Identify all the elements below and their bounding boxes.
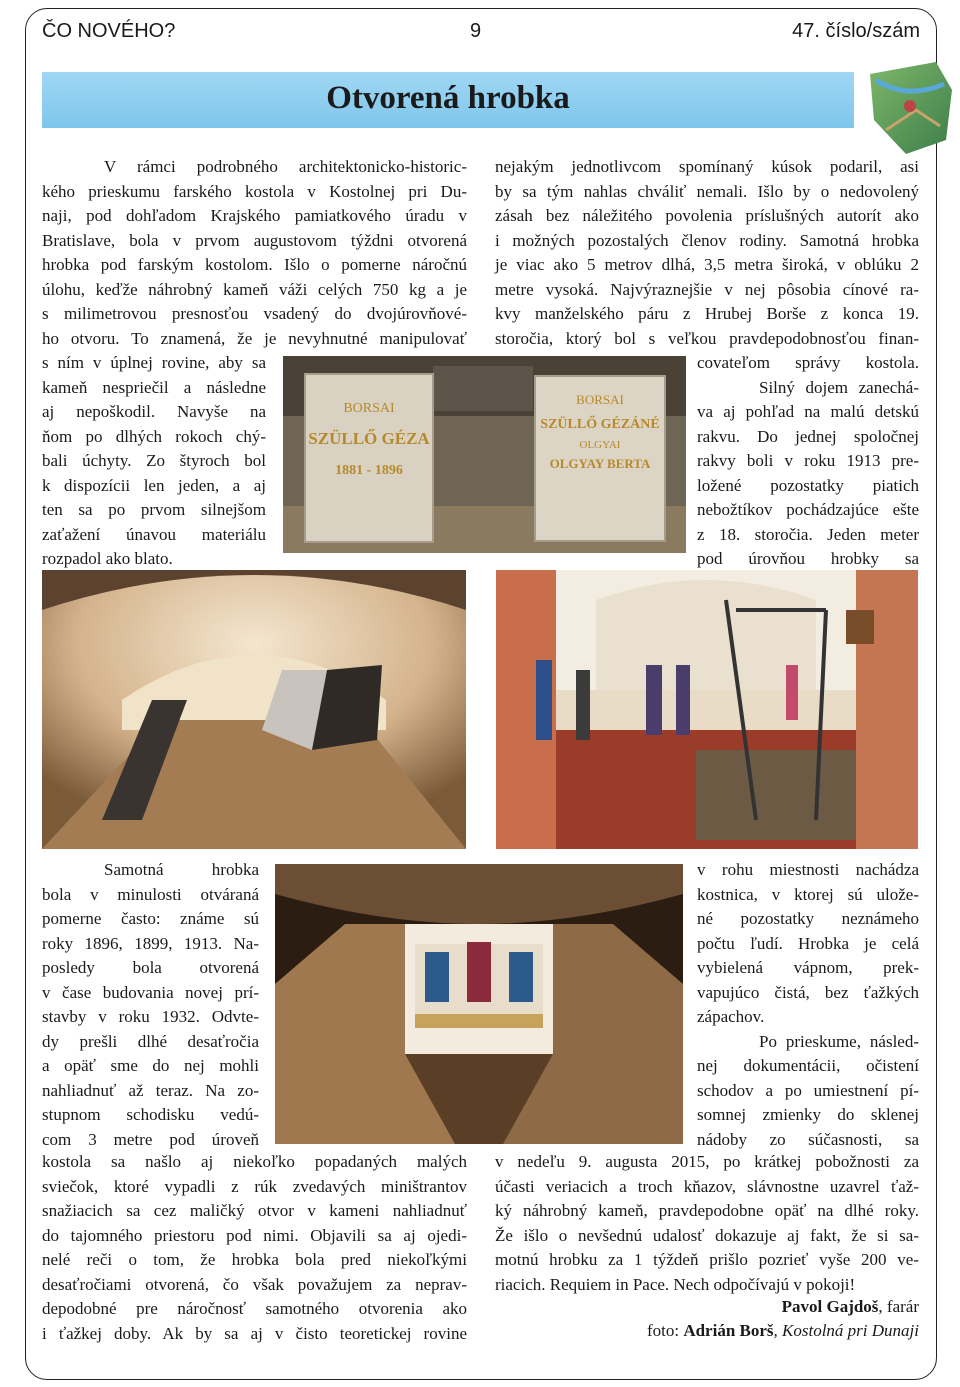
crypt-coffins-photo [42,570,466,849]
col2-top-line: zásah bez náležitého povolenia príslušných autorít ako [495,206,919,225]
right-bottom-line: v nedeľu 9. augusta 2015, po krátkej pobožnosti za [495,1152,919,1171]
col2-wrap-line: va aj pohľad na malú detskú [697,402,919,421]
col1-wrap-line: ten sa po prvom silnejšom [42,500,266,519]
article-title: Otvorená hrobka [326,80,570,116]
col1-top-line: hrobka pod farským kostolom. Išlo o pomerne náročnú [42,255,467,274]
left-bottom-line: sviečok, ktoré vypadli z rúk zvedavých miništrantov [42,1176,467,1196]
stone-right-line2: SZÜLLŐ GÉZÁNÉ [540,417,660,432]
col1-top-line: ho otvoru. To znamená, že je nevyhnutné manipulovať [42,328,467,348]
author-signature [782,1297,919,1317]
stone-right-line1: BORSAI [576,392,624,407]
left-bottom-line: nelé reči o tom, že hrobka bola pred niekoľkými [42,1250,467,1269]
photo-place: , Kostolná pri Dunaji [773,1321,919,1340]
right-bottom-line: Že išlo o nevšednú udalosť dokazuje aj fakt, že si sa- [495,1225,919,1245]
tombstones-photo [283,356,686,553]
section-header: ČO NOVÉHO? [42,20,176,42]
left-bottom-line: do tajomného priestoru pod nimi. Objavili sa aj ojedi- [42,1225,467,1245]
col1-top-line: naji, pod dohľadom Krajského pamiatkového úradu v [42,206,467,225]
left-bottom-line: depodobné pre náročnosť samotného otvorenia ako [42,1299,467,1318]
col1-wrap-line: kameň nespriečil a následne [42,377,266,397]
stone-right-line3: OLGYAI [579,439,621,451]
col2-top-line: metre vysoká. Najvýraznejšie v nej pôsobia cínové ra- [495,279,919,299]
village-map-logo [866,60,954,156]
author-role: , farár [878,1297,919,1316]
right-mid-line: somnej zmienky do sklenej [697,1105,919,1124]
right-mid-line: nej dokumentácii, očistení [697,1056,919,1075]
left-mid-line: v čase budovania novej prí- [42,982,259,1002]
right-mid-line: vapujúco čistá, bez ťažkých [697,982,919,1002]
photo-credit-prefix: foto: [646,1321,684,1340]
col2-wrap-line: covateľom správy kostola. [697,353,919,372]
issue-number: 47. číslo/szám [792,20,920,42]
col2-wrap-line: Silný dojem zanechá- [759,377,919,397]
col1-wrap-line: rozpadol ako blato. [42,549,173,568]
left-mid-line: dy prešli dlhé desaťročia [42,1031,259,1051]
left-bottom-line: kostola sa našlo aj niekoľko popadaných malých [42,1152,467,1171]
stone-left-line3: 1881 - 1896 [335,463,403,478]
right-mid-line: zápachov. [697,1007,765,1026]
col1-top-line: úlohu, keďže náhrobný kameň váži celých 750 kg a je [42,279,467,299]
col2-top-line: nejakým jednotlivcom spomínaný kúsok podaril, asi [495,157,919,176]
col2-wrap-line: z 18. storočia. Jeden meter [697,524,919,544]
col1-top-line: s milimetrovou presnosťou vsadený do dvojúrovňové- [42,304,467,323]
col1-wrap-line: aj nepoškodil. Navyše na [42,402,266,421]
left-bottom-line: snažiacich sa cez maličký otvor v kameni nahliadnuť [42,1201,467,1220]
col2-wrap-text [697,351,919,572]
right-bottom-line: účasti veriacich a troch kňazov, slávnostne uzavrel ťaž- [495,1176,919,1196]
left-mid-line: stupnom schodisku vedú- [42,1105,259,1124]
col1-wrap-line: zaťažení únavou materiálu [42,524,266,544]
col2-top-line: by sa tým nahlas chváliť nemali. Išlo by o nedovolený [495,181,919,201]
col1-top-line: kého prieskumu farského kostola v Kostolnej pri Du- [42,181,467,201]
left-mid-line: roky 1896, 1899, 1913. Na- [42,933,259,953]
col2-wrap-line: nebožtíkov pochádzajúce ešte [697,500,919,519]
right-mid-line: nádoby zo súčasnosti, sa [697,1129,919,1149]
col1-top-text [42,155,467,351]
church-interior-photo [496,570,918,849]
col2-top-line: i možných pozostalých členov rodiny. Samotná hrobka [495,230,919,250]
right-bottom-line: motnú hrobku za 1 týždeň prišlo pozrieť vyše 200 ve- [495,1250,919,1269]
col2-top-line: je viac ako 5 metrov dlhá, 3,5 metra široká, v oblúku 2 [495,255,919,274]
col2-wrap-line: rakvy boli v roku 1913 pre- [697,451,919,470]
left-mid-line: com 3 metre pod úroveň [42,1129,259,1149]
col1-wrap-line: ňom po dlhých rokoch chý- [42,426,266,446]
col1-top-line: Bratislave, bola v prvom augustovom týždni otvorená [42,230,467,250]
photographer-name: Adrián Borš [683,1321,774,1340]
stone-right-line4: OLGYAY BERTA [549,456,651,471]
right-mid-line: počtu ľudí. Hrobka je celá [697,933,919,953]
col2-top-line: storočia, ktorý bol s veľkou pravdepodobnosťou finan- [495,328,919,348]
author-name: Pavol Gajdoš [781,1297,879,1316]
right-mid-line: vybielená vápnom, prek- [697,958,919,977]
col1-wrap-text [42,351,266,572]
col1-wrap-line: s ním v úplnej rovine, aby sa [42,353,266,372]
right-bottom-text [495,1150,919,1297]
photo-credit [647,1321,919,1341]
crypt-stairs-photo [275,864,683,1144]
col2-wrap-line: ložené pozostatky piatich [697,475,919,495]
left-mid-line: Samotná hrobka [104,860,259,879]
col1-wrap-line: k dispozícii len jeden, a aj [42,475,266,495]
left-mid-line: bola v minulosti otváraná [42,884,259,904]
right-mid-line: schodov a po umiestnení pí- [697,1080,919,1100]
page-number: 9 [470,20,482,42]
right-mid-line: kostnica, v ktorej sú ulože- [697,884,919,904]
col2-top-line: kvy manželského páru z Hrubej Borše z konca 19. [495,304,919,323]
title-bar [42,72,854,128]
right-mid-line: né pozostatky neznámeho [697,909,919,928]
stone-left-line2: SZÜLLŐ GÉZA [308,429,430,448]
right-bottom-line: riacich. Requiem in Pace. Nech odpočívajú v pokoji! [495,1274,856,1294]
left-mid-line: posledy bola otvorená [42,958,259,977]
right-mid-line: v rohu miestnosti nachádza [697,860,919,879]
stone-left-line1: BORSAI [343,401,395,416]
col2-wrap-line: rakvu. Do jednej spoločnej [697,426,919,446]
left-bottom-line: desaťročiami otvorená, čo však považujem za neprav- [42,1274,467,1294]
left-mid-line: a opäť sme do nej mohli [42,1056,259,1075]
left-bottom-text [42,1150,467,1346]
left-mid-text [42,858,259,1152]
right-bottom-line: ký náhrobný kameň, pravdepodobne opäť na dlhé roky. [495,1201,919,1220]
col1-wrap-line: bali úchyty. Zo štyroch bol [42,451,266,470]
col2-top-text [495,155,919,351]
left-mid-line: stavby v roku 1932. Odvte- [42,1007,259,1026]
left-mid-line: pomerne často: známe sú [42,909,259,928]
right-mid-line: Po prieskume, násled- [759,1031,919,1051]
col2-wrap-line: pod úrovňou hrobky sa [697,549,919,568]
left-bottom-line: i ťažkej doby. Ak by sa aj v čisto teoretickej rovine [42,1323,467,1343]
col1-top-line: V rámci podrobného architektonicko-historic- [104,157,467,176]
right-mid-text [697,858,919,1152]
left-mid-line: nahliadnuť až teraz. Na zo- [42,1080,259,1100]
